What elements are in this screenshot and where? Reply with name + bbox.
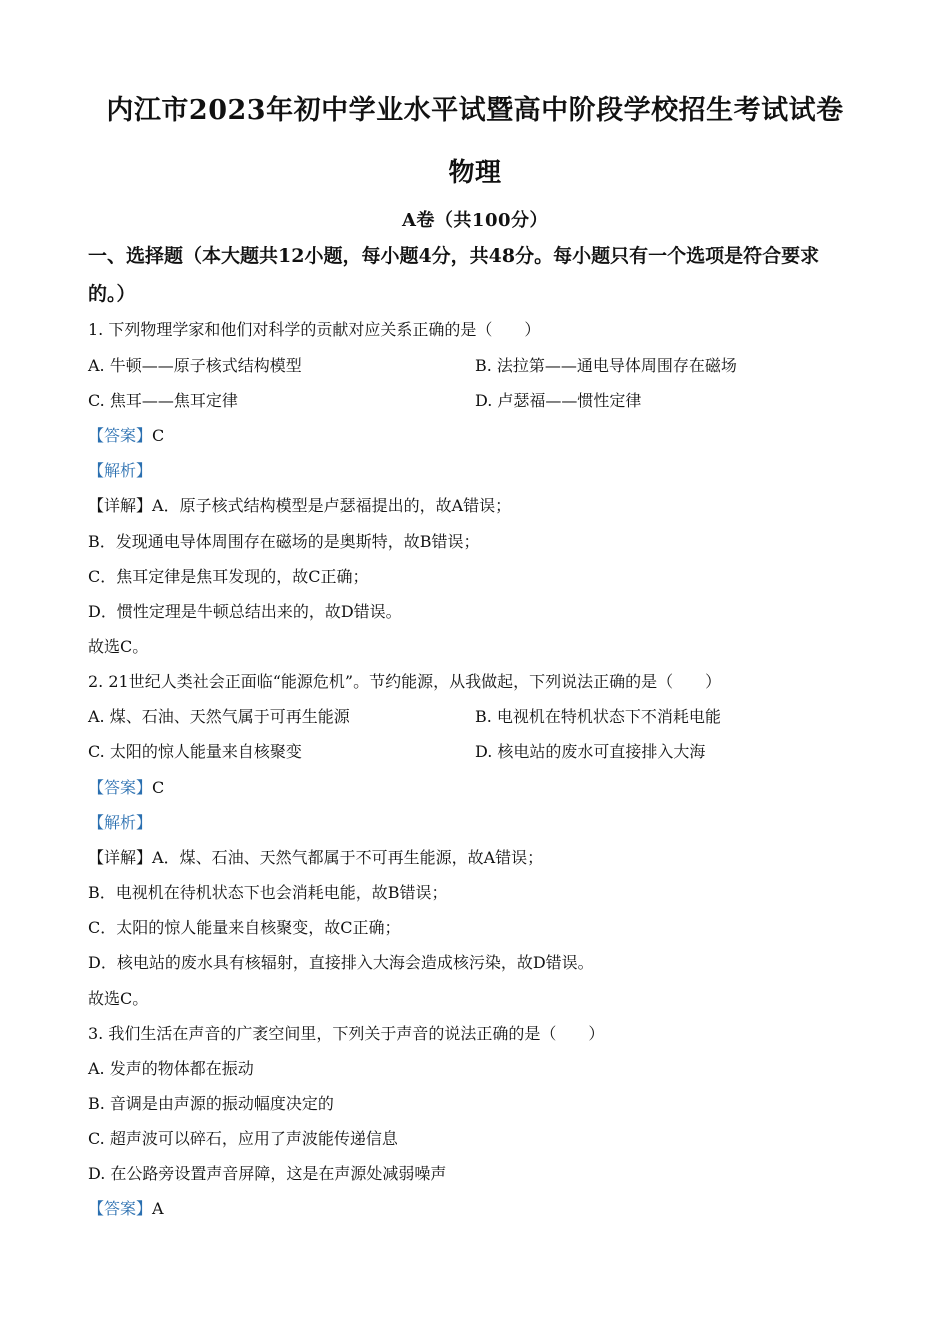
q1-option-d: D. 卢瑟福——惯性定律: [475, 391, 642, 410]
q2-answer: [88, 777, 164, 799]
q1-conclusion: 故选C。: [88, 637, 149, 656]
q2-option-b: B. 电视机在特机状态下不消耗电能: [475, 707, 721, 726]
q1-analysis-tag: 【解析】: [88, 461, 153, 480]
q2-detail-3: C．太阳的惊人能量来自核聚变，故C正确；: [88, 918, 401, 937]
detail-tag: 【详解】: [88, 848, 153, 867]
q2-detail-4: D．核电站的废水具有核辐射，直接排入大海会造成核污染，故D错误。: [88, 953, 594, 972]
volume-title: A卷（共100分）: [401, 210, 549, 231]
q1-option-c: C. 焦耳——焦耳定律: [88, 391, 238, 410]
q3-option-a: A. 发声的物体都在振动: [88, 1059, 254, 1078]
detail-text: A．原子核式结构模型是卢瑟福提出的，故A错误；: [152, 496, 512, 515]
q1-detail-1: [88, 495, 511, 517]
detail-tag: 【详解】: [88, 496, 153, 515]
answer-tag: 【答案】: [88, 426, 153, 445]
q1-stem: 1. 下列物理学家和他们对科学的贡献对应关系正确的是（ ）: [88, 320, 541, 339]
q3-option-b: B. 音调是由声源的振动幅度决定的: [88, 1094, 334, 1113]
q2-detail-1: [88, 847, 543, 869]
q3-answer: [88, 1198, 164, 1220]
detail-text: A．煤、石油、天然气都属于不可再生能源，故A错误；: [152, 848, 544, 867]
q2-analysis-tag: 【解析】: [88, 813, 153, 832]
q2-stem: 2. 21世纪人类社会正面临“能源危机”。节约能源，从我做起，下列说法正确的是（ ）: [88, 672, 722, 691]
answer-value: A: [152, 1199, 164, 1218]
q1-option-b: B. 法拉第——通电导体周围存在磁场: [475, 356, 737, 375]
q1-option-a: A. 牛顿——原子核式结构模型: [88, 356, 302, 375]
q2-option-c: C. 太阳的惊人能量来自核聚变: [88, 742, 302, 761]
q1-detail-3: C．焦耳定律是焦耳发现的，故C正确；: [88, 567, 369, 586]
q3-option-d: D. 在公路旁设置声音屏障，这是在声源处减弱噪声: [88, 1164, 447, 1183]
q2-conclusion: 故选C。: [88, 989, 149, 1008]
q3-option-c: C. 超声波可以碎石，应用了声波能传递信息: [88, 1129, 398, 1148]
answer-value: C: [152, 778, 165, 797]
subject-title: 物理: [448, 158, 502, 188]
section-heading-line2: 的。）: [88, 283, 136, 305]
exam-title: 内江市2023年初中学业水平试暨高中阶段学校招生考试试卷: [106, 95, 844, 126]
q1-detail-2: B．发现通电导体周围存在磁场的是奥斯特，故B错误；: [88, 532, 480, 551]
answer-tag: 【答案】: [88, 1199, 153, 1218]
q2-detail-2: B．电视机在待机状态下也会消耗电能，故B错误；: [88, 883, 448, 902]
q1-answer: [88, 425, 164, 447]
q3-stem: 3. 我们生活在声音的广袤空间里，下列关于声音的说法正确的是（ ）: [88, 1024, 605, 1043]
q2-option-a: A. 煤、石油、天然气属于可再生能源: [88, 707, 350, 726]
section-heading-line1: 一、选择题（本大题共12小题，每小题4分，共48分。每小题只有一个选项是符合要求: [88, 245, 820, 267]
answer-tag: 【答案】: [88, 778, 153, 797]
q2-option-d: D. 核电站的废水可直接排入大海: [475, 742, 706, 761]
answer-value: C: [152, 426, 165, 445]
q1-detail-4: D．惯性定理是牛顿总结出来的，故D错误。: [88, 602, 402, 621]
